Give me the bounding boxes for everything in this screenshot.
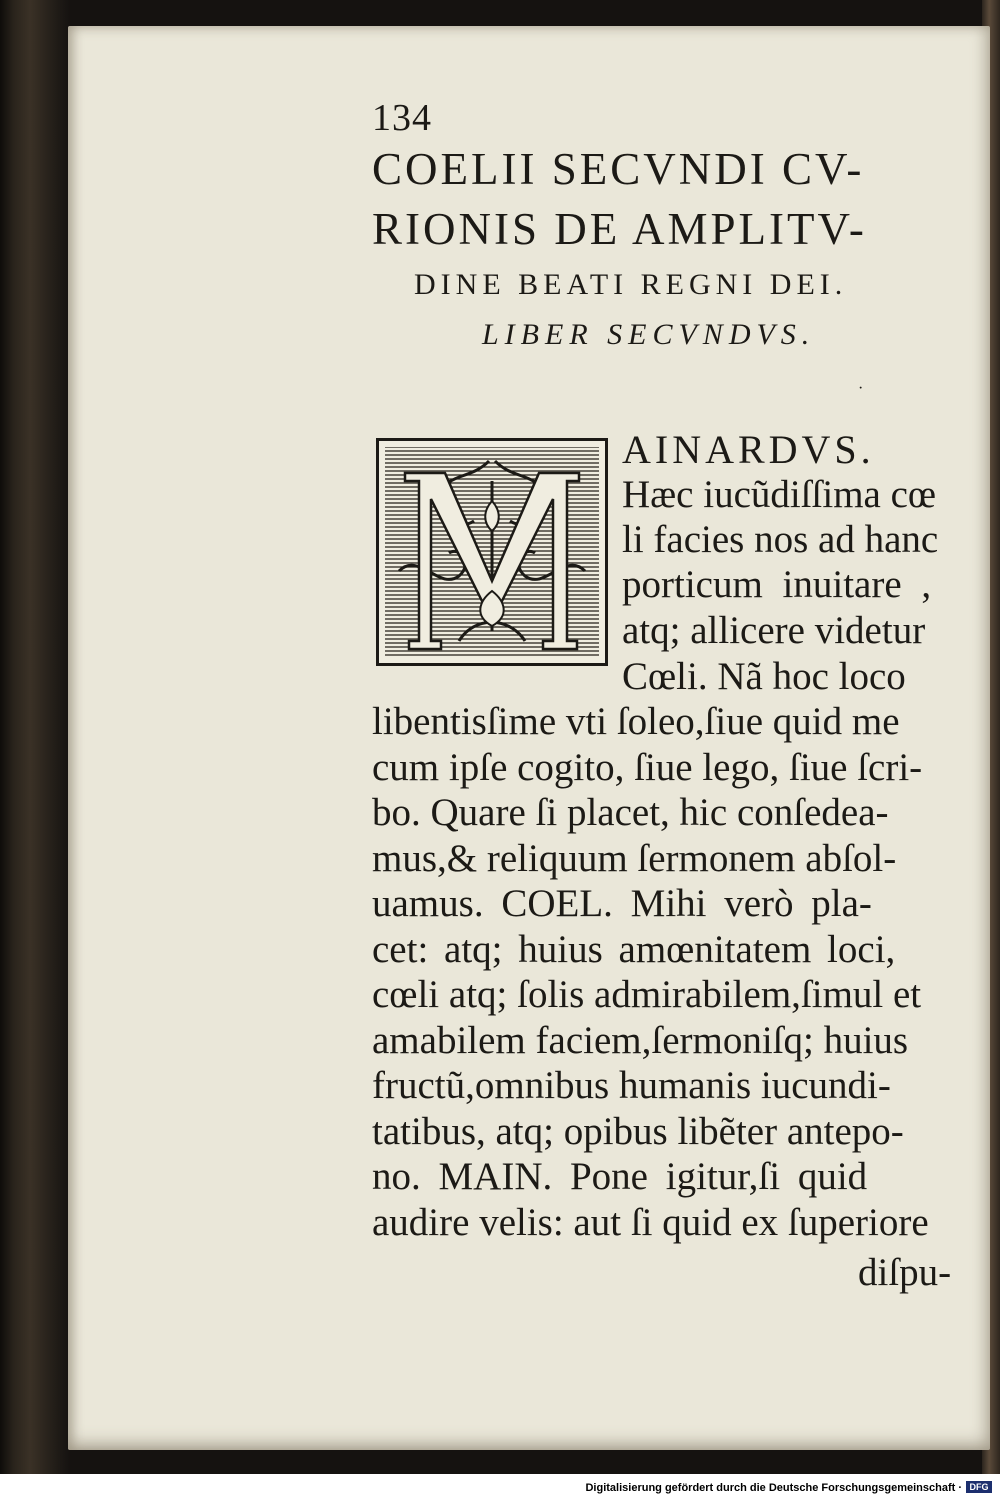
body-line-2: Hæc iucũdiſſima cœ xyxy=(622,473,937,516)
body-line-13: cœli atq; ſolis admirabilem,ſimul et xyxy=(372,973,922,1016)
book-subtitle: LIBER SECVNDVS. xyxy=(482,318,816,351)
footer-credit: Digitalisierung gefördert durch die Deutsche Forschungsgemeinschaft · xyxy=(585,1482,962,1494)
body-line-8: cum ipſe cogito, ſiue lego, ſiue ſcri- xyxy=(372,746,923,789)
page-number: 134 xyxy=(372,97,432,139)
body-line-14: amabilem faciem,ſermoniſq; huius xyxy=(372,1019,909,1062)
body-line-16: tatibus, atq; opibus libẽter antepo- xyxy=(372,1110,904,1153)
body-line-4: porticum inuitare , xyxy=(622,563,932,606)
body-line-15: fructũ,omnibus humanis iucundi- xyxy=(372,1064,891,1107)
body-line-7: libentisſime vti ſoleo,ſiue quid me xyxy=(372,700,900,743)
catchword: diſpu- xyxy=(858,1251,952,1294)
title-line-3: DINE BEATI REGNI DEI. xyxy=(414,268,848,301)
body-line-18: audire velis: aut ſi quid ex ſuperiore xyxy=(372,1201,929,1244)
dfg-logo: DFG xyxy=(966,1481,992,1493)
title-line-2: RIONIS DE AMPLITV- xyxy=(372,204,867,254)
body-line-6: Cœli. Nã hoc loco xyxy=(622,655,906,698)
body-line-10: mus,& reliquum ſermonem abſol- xyxy=(372,837,897,880)
body-line-17: no. MAIN. Pone igitur,ſi quid xyxy=(372,1155,868,1198)
body-line-3: li facies nos ad hanc xyxy=(622,518,939,561)
title-line-1: COELII SECVNDI CV- xyxy=(372,144,865,194)
body-line-11: uamus. COEL. Mihi verò pla- xyxy=(372,882,872,925)
body-line-9: bo. Quare ſi placet, hic conſedea- xyxy=(372,791,889,834)
body-line-12: cet: atq; huius amœnitatem loci, xyxy=(372,928,896,971)
footer-bar xyxy=(0,1474,1000,1499)
decorated-initial-m xyxy=(376,438,608,666)
body-line-5: atq; allicere videtur xyxy=(622,609,926,652)
body-line-1: AINARDVS. xyxy=(622,427,875,472)
ink-dot: · xyxy=(858,380,864,397)
ornament-icon xyxy=(379,441,605,663)
